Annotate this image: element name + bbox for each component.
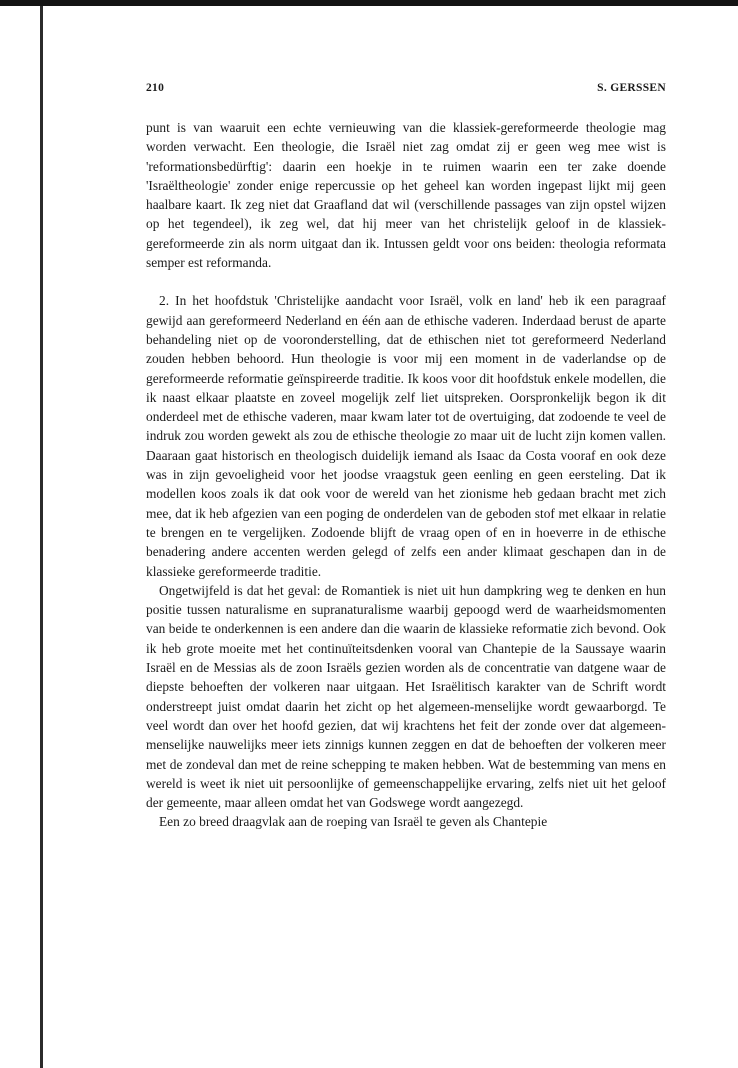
body-text xyxy=(146,118,666,832)
running-head xyxy=(146,82,666,94)
page-number: 210 xyxy=(146,82,165,94)
paragraph-chantepie: Een zo breed draagvlak aan de roeping van Israël te geven als Chantepie xyxy=(159,814,548,830)
paragraph-romantiek: Ongetwijfeld is dat het geval: de Romantiek is niet uit hun dampkring weg te denken en hun positie tussen naturalisme en supranaturalisme waarbij gepoogd werd de waarheidsmomenten van beide te onderkennen is een andere dan die waarin de klassieke reformatie zich bevond. Ook ik heb grote moeite met het continuïteitsdenken vooral van Chantepie de la Saussaye waarin Israël en de Messias als de zoon Israëls gezien worden als de concentratie van datgene waar de diepste behoeften der volkeren naar uitgaan. Het Israëlitisch karakter van de Schrift wordt onderstreept juist omdat daarin het zicht op het algemeen-menselijke wordt gewaarborgd. Te veel wordt dan over het hoofd gezien, dat wij krachtens het feit der zonde over dat algemeen-menselijke nauwelijks meer iets zinnigs kunnen zeggen en dat de behoeften der volkeren meer met de zondeval dan met de reine schepping te maken hebben. Wat de bestemming van mens en wereld is weet ik niet uit persoonlijke of gemeenschappelijke ervaring, zelfs niet uit het geloof der gemeente, maar alleen omdat het van Godswege wordt aangezegd. xyxy=(146,582,666,811)
paragraph-continuation: punt is van waaruit een echte vernieuwing van die klassiek-gereformeerde theologie mag worden verwacht. Een theologie, die Israël niet zag omdat zij er geen weg mee wist is 'reformationsbedürftig': daarin een hoekje in te ruimen waarin een ter zake doende 'Israëltheologie' zonder enige repercussie op het geheel kan worden ingepast lijkt mij geen haalbare kaart. Ik zeg niet dat Graafland dat wil (verschillende passages van zijn opstel wijzen op het tegendeel), ik zeg wel, dat hij meer van het christelijk geloof in de klassiek-gereformeerde zin als norm uitgaat dan ik. Intussen geldt voor ons beiden: theologia reformata semper est reformanda. xyxy=(146,120,666,271)
book-page xyxy=(146,82,666,832)
paragraph-section-2: 2. In het hoofdstuk 'Christelijke aandacht voor Israël, volk en land' heb ik een paragraaf gewijd aan gereformeerd Nederland en één aan de ethische vaderen. Inderdaad berust de aparte behandeling niet op de vooronderstelling, dat de ethischen niet tot gereformeerd Nederland zouden hebben behoord. Hun theologie is voor mij een moment in de vaderlandse op de gereformeerde reformatie geïnspireerde traditie. Ik koos voor dit hoofdstuk enkele modellen, die ik naast elkaar plaatste en zoveel mogelijk zelf liet uitspreken. Oorspronkelijk begon ik dit onderdeel met de ethische vaderen, maar kwam later tot de overtuiging, dat zodoende te veel de indruk zou worden gewekt als zou de ethische theologie zo maar uit de lucht zijn komen vallen. Daaraan gaat historisch en theologisch duidelijk iemand als Isaac da Costa vooraf en ook deze was in zijn gevoeligheid voor het joodse vraagstuk geen eenling en geen eersteling. Dat ik modellen koos zoals ik dat ook voor de wereld van het zionisme heb gedaan bracht met zich mee, dat ik heb afgezien van een poging de onderdelen van de geboden stof met elkaar in relatie te brengen en te vergelijken. Zodoende blijft de vraag open of en in hoeverre in de ethische benadering andere accenten werden gelegd of zelfs een ander klimaat geschapen dan in de klassieke gereformeerde traditie. xyxy=(146,293,666,579)
scan-edge-left xyxy=(40,6,43,1068)
scan-edge-top xyxy=(0,0,738,6)
running-head-author: S. GERSSEN xyxy=(597,82,666,94)
